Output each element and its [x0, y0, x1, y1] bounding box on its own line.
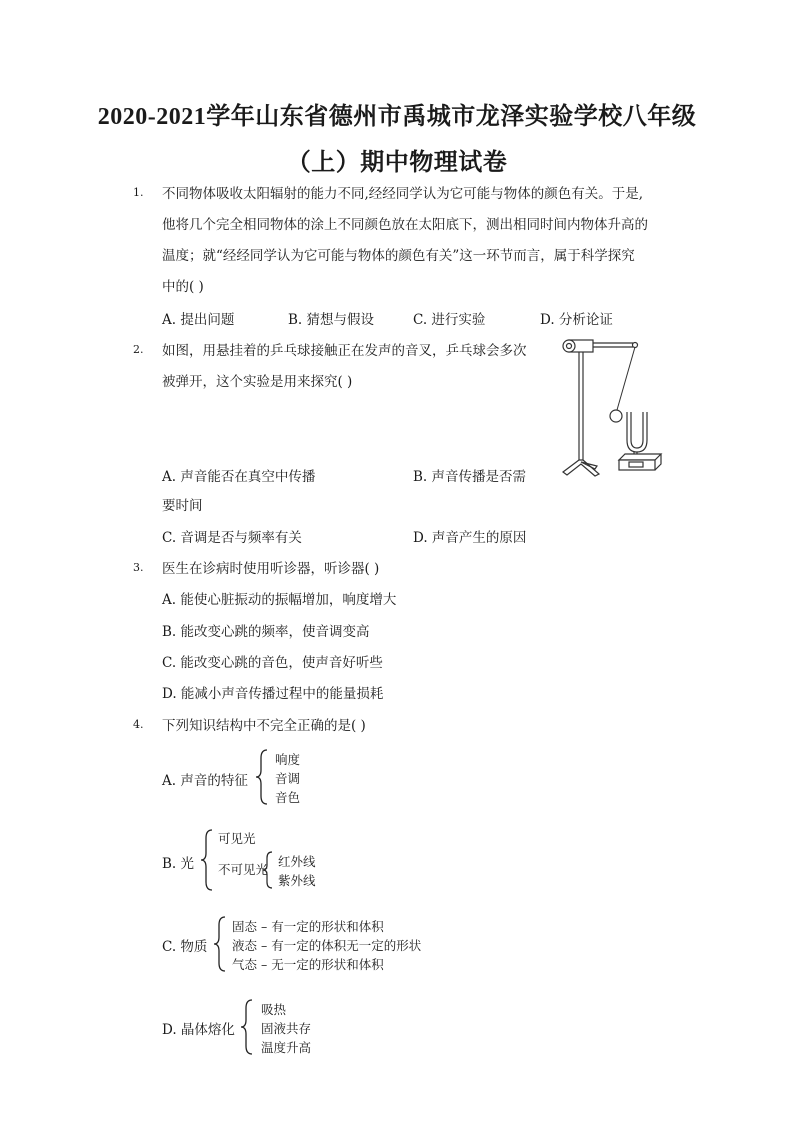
question-4-number: 4. [133, 718, 144, 731]
question-1-option-d[interactable]: D. 分析论证 [540, 312, 613, 328]
question-2-line: 被弹开，这个实验是用来探究( ) [162, 374, 353, 390]
curly-brace-icon [240, 998, 254, 1056]
question-4-option-d[interactable]: D. 晶体熔化 [162, 1022, 235, 1038]
exam-title-line2: （上）期中物理试卷 [286, 150, 508, 176]
question-3-option-d[interactable]: D. 能减小声音传播过程中的能量损耗 [162, 686, 384, 702]
question-3-number: 3. [133, 561, 144, 574]
question-3-option-a[interactable]: A. 能使心脏振动的振幅增加，响度增大 [162, 592, 397, 608]
question-4-d-item: 吸热 [261, 1002, 287, 1017]
question-2-option-b-continued: 要时间 [162, 498, 203, 514]
question-2-option-d[interactable]: D. 声音产生的原因 [413, 530, 527, 546]
question-4-c-item: 液态 – 有一定的体积无一定的形状 [232, 938, 422, 953]
question-4-b-visible: 可见光 [218, 831, 256, 846]
question-4-b-item: 红外线 [278, 854, 316, 869]
question-1-line: 不同物体吸收太阳辐射的能力不同,经经同学认为它可能与物体的颜色有关。于是, [162, 186, 644, 202]
question-4-a-item: 音调 [275, 771, 301, 786]
question-4-option-b[interactable]: B. 光 [162, 856, 195, 872]
question-1-line: 温度；就“经经同学认为它可能与物体的颜色有关”这一环节而言，属于科学探究 [162, 248, 635, 264]
question-4-b-invisible: 不可见光 [218, 862, 269, 877]
question-3-option-b[interactable]: B. 能改变心跳的频率，使音调变高 [162, 624, 370, 640]
question-2-number: 2. [133, 343, 144, 356]
curly-brace-icon [200, 828, 214, 892]
question-1-number: 1. [133, 186, 144, 199]
question-3-option-c[interactable]: C. 能改变心跳的音色，使声音好听些 [162, 655, 383, 671]
question-1-line: 中的( ) [162, 279, 204, 295]
question-2-option-a[interactable]: A. 声音能否在真空中传播 [162, 469, 316, 485]
curly-brace-icon [213, 915, 227, 973]
curly-brace-icon [262, 850, 274, 890]
question-1-option-c[interactable]: C. 进行实验 [413, 312, 486, 328]
question-4-option-c[interactable]: C. 物质 [162, 939, 208, 955]
question-4-a-item: 响度 [275, 752, 301, 767]
question-1-option-a[interactable]: A. 提出问题 [162, 312, 235, 328]
question-1-line: 他将几个完全相同物体的涂上不同颜色放在太阳底下，测出相同时间内物体升高的 [162, 217, 648, 233]
question-4-c-item: 气态 – 无一定的形状和体积 [232, 957, 384, 972]
question-4-c-item: 固态 – 有一定的形状和体积 [232, 919, 384, 934]
question-2-option-b[interactable]: B. 声音传播是否需 [413, 469, 527, 485]
question-4-d-item: 固液共存 [261, 1021, 312, 1036]
question-4-a-item: 音色 [275, 790, 301, 805]
question-2-option-c[interactable]: C. 音调是否与频率有关 [162, 530, 302, 546]
question-2-line: 如图，用悬挂着的乒乓球接触正在发声的音叉，乒乓球会多次 [162, 343, 527, 359]
question-1-option-b[interactable]: B. 猜想与假设 [288, 312, 375, 328]
exam-title-line1: 2020-2021学年山东省德州市禹城市龙泽实验学校八年级 [97, 104, 697, 130]
question-4-line: 下列知识结构中不完全正确的是( ) [162, 718, 366, 734]
question-4-option-a[interactable]: A. 声音的特征 [162, 773, 248, 789]
question-4-b-item: 紫外线 [278, 873, 316, 888]
curly-brace-icon [255, 748, 269, 806]
tuning-fork-pingpong-figure [555, 332, 670, 480]
question-4-d-item: 温度升高 [261, 1040, 312, 1055]
question-3-line: 医生在诊病时使用听诊器，听诊器( ) [162, 561, 380, 577]
